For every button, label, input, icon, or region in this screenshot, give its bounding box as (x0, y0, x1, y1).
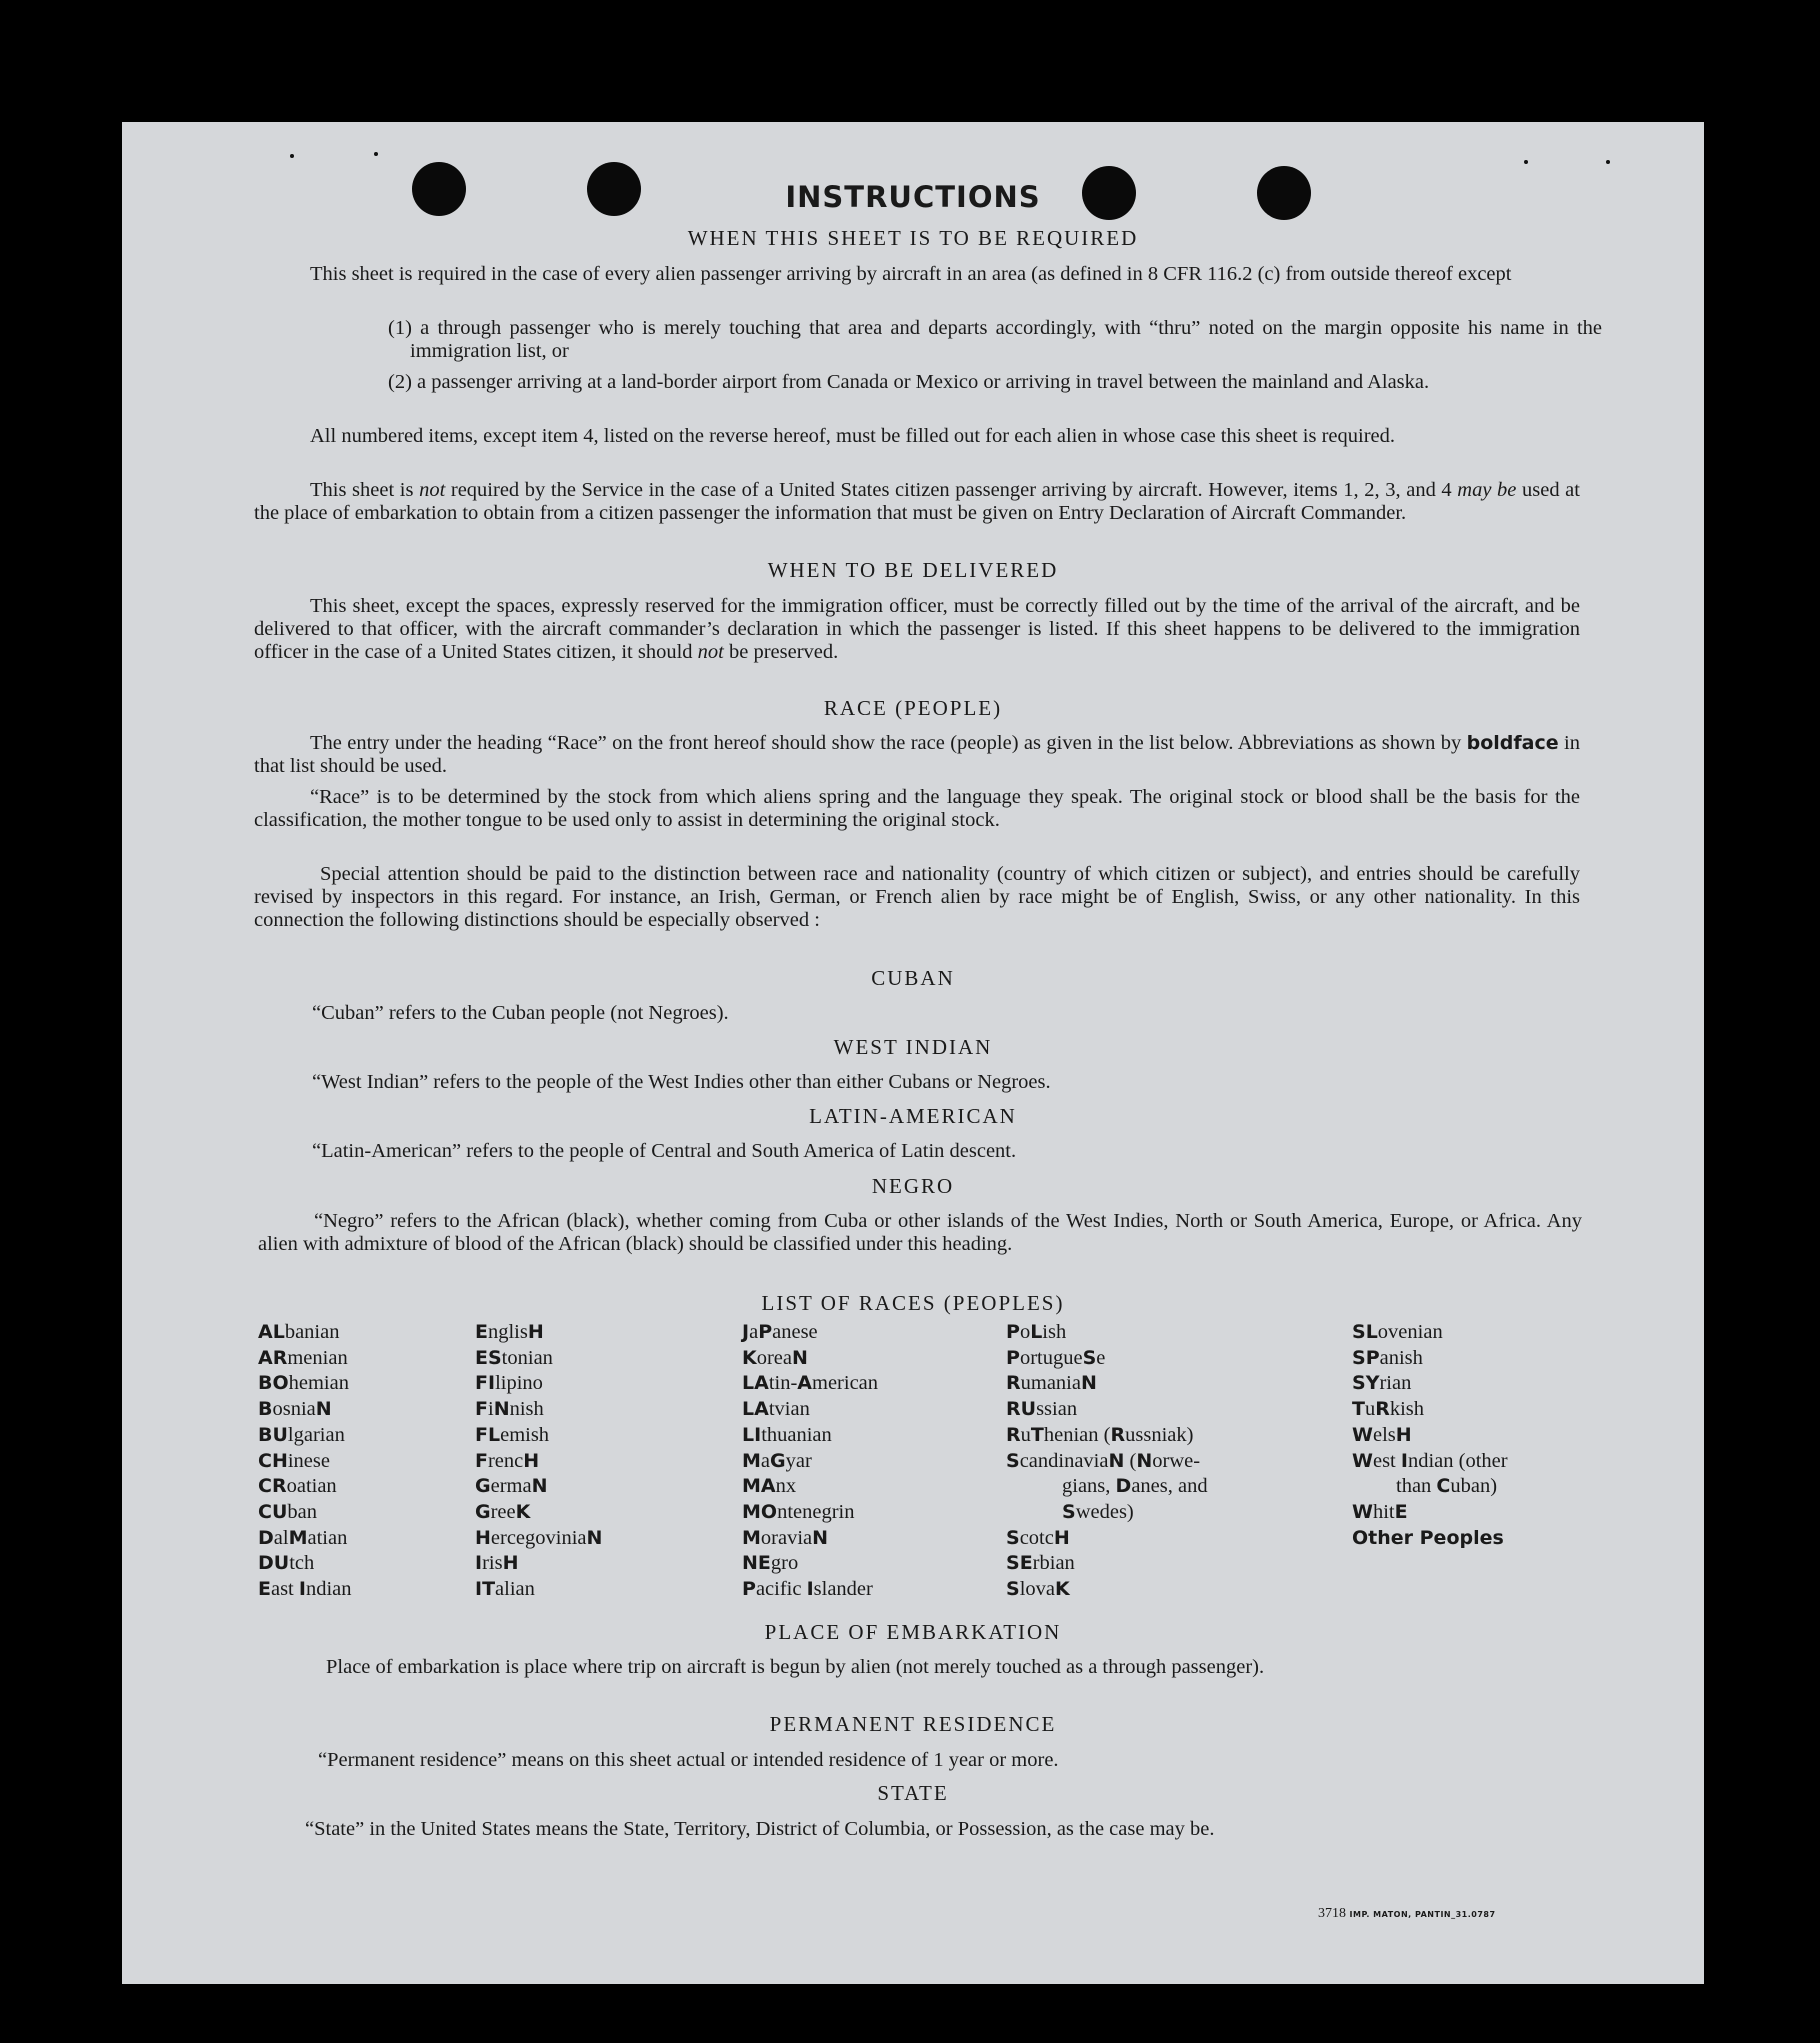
race-item: FLemish (475, 1423, 550, 1446)
race-item: GreeK (475, 1500, 531, 1523)
race-item: West Indian (other (1352, 1449, 1508, 1472)
race-item: CHinese (258, 1449, 330, 1472)
race-item: ARmenian (258, 1346, 348, 1369)
race-item: East Indian (258, 1578, 352, 1601)
race-item: LAtvian (742, 1398, 810, 1421)
race-item: NEgro (742, 1552, 799, 1575)
race-item: EnglisH (475, 1321, 544, 1343)
race-item: Other Peoples (1352, 1526, 1504, 1549)
paragraph-west-indian: “West Indian” refers to the people of the West Indies other than either Cubans or Negroes. (312, 1071, 1051, 1093)
race-item: than Cuban) (1396, 1475, 1498, 1498)
paragraph-delivered: This sheet, except the spaces, expressly reserved for the immigration officer, must be correctly filled out by the time of the arrival of the aircraft, and be delivered to that officer, with the aircraft commander’s declaration in which the passenger is listed. If this sheet happens to be delivered to the immigration officer in the case of a United States citizen, it should not be preserved. (254, 595, 1580, 663)
race-item: TuRkish (1352, 1398, 1425, 1421)
printer-footer (1318, 1906, 1496, 1922)
race-item: Pacific Islander (742, 1578, 873, 1601)
race-item: ALbanian (258, 1321, 340, 1343)
heading-required: WHEN THIS SHEET IS TO BE REQUIRED (687, 226, 1139, 250)
races-column-2 (475, 1320, 602, 1603)
heading-west-indian: WEST INDIAN (833, 1035, 993, 1059)
race-item: EStonian (475, 1346, 553, 1369)
race-item: JaPanese (742, 1321, 818, 1343)
race-item: WelsH (1352, 1423, 1412, 1446)
paragraph-negro: “Negro” refers to the African (black), whether coming from Cuba or other islands of the West Indies, North or South America, Europe, or Africa. Any alien with admixture of blood of the African (black) should be classified under this heading. (258, 1210, 1582, 1255)
races-column-1 (258, 1320, 352, 1603)
race-item: SPanish (1352, 1346, 1423, 1369)
race-item: SlovaK (1006, 1578, 1070, 1601)
race-item: FrencH (475, 1449, 540, 1472)
heading-delivered: WHEN TO BE DELIVERED (767, 558, 1059, 582)
race-item: PoLish (1006, 1321, 1067, 1343)
paragraph-required-item-1: (1) a through passenger who is merely touching that area and departs accordingly, with “thru” noted on the margin opposite his name in the immigration list, or (388, 317, 1602, 362)
race-item: BosniaN (258, 1398, 332, 1421)
printer-imprint: IMP. MATON, PANTIN_31.0787 (1349, 1910, 1496, 1919)
heading-negro: NEGRO (871, 1174, 955, 1198)
race-item: SErbian (1006, 1552, 1075, 1575)
race-item: LAtin-American (742, 1372, 879, 1395)
heading-latin-american: LATIN-AMERICAN (809, 1104, 1017, 1128)
race-item: Swedes) (1062, 1500, 1134, 1523)
paragraph-required-2: All numbered items, except item 4, listed on the reverse hereof, must be filled out for each alien in whose case this sheet is required. (310, 425, 1396, 447)
race-item: DUtch (258, 1552, 315, 1575)
paragraph-race-3: Special attention should be paid to the distinction between race and nationality (country of which citizen or subject), and entries should be carefully revised by inspectors in this regard. For instance, an Irish, German, or French alien by race might be of English, Swiss, or any other nationality. In this connection the following distinctions should be especially observed : (254, 863, 1580, 931)
race-item: MAnx (742, 1475, 797, 1498)
race-item: CUban (258, 1500, 317, 1523)
races-column-5 (1352, 1320, 1508, 1551)
race-item: ScandinaviaN (Norwe- (1006, 1449, 1201, 1472)
race-item: BOhemian (258, 1372, 349, 1395)
page-title: INSTRUCTIONS (785, 180, 1041, 214)
race-item: IrisH (475, 1552, 519, 1575)
heading-race: RACE (PEOPLE) (823, 696, 1003, 720)
race-item: FiNnish (475, 1398, 544, 1421)
race-item: KoreaN (742, 1346, 808, 1369)
paragraph-race-2: “Race” is to be determined by the stock from which aliens spring and the language they speak. The original stock or blood shall be the basis for the classification, the mother tongue to be used only to assist in determining the original stock. (254, 786, 1580, 831)
paragraph-embarkation: Place of embarkation is place where trip on aircraft is begun by alien (not merely touched as a through passenger). (326, 1656, 1265, 1678)
race-item: RuThenian (Russniak) (1006, 1423, 1194, 1446)
race-item: MaGyar (742, 1449, 812, 1472)
race-item: BUlgarian (258, 1423, 345, 1446)
race-item: DalMatian (258, 1526, 348, 1549)
race-item: RUssian (1006, 1398, 1078, 1421)
race-item: MOntenegrin (742, 1500, 855, 1523)
paragraph-permanent-residence: “Permanent residence” means on this sheet actual or intended residence of 1 year or more. (318, 1749, 1059, 1771)
race-item: FIlipino (475, 1372, 543, 1395)
race-item: SLovenian (1352, 1321, 1443, 1343)
race-item: PortugueSe (1006, 1346, 1106, 1369)
race-item: ITalian (475, 1578, 535, 1601)
paragraph-required-item-2: (2) a passenger arriving at a land-border airport from Canada or Mexico or arriving in travel between the mainland and Alaska. (388, 371, 1430, 393)
form-number: 3718 (1318, 1906, 1346, 1921)
heading-list-of-races: LIST OF RACES (PEOPLES) (761, 1291, 1065, 1315)
paragraph-race-1: The entry under the heading “Race” on the front hereof should show the race (people) as given in the list below. Abbreviations as shown by boldface in that list should be used. (254, 732, 1580, 777)
race-item: CRoatian (258, 1475, 337, 1498)
instruction-sheet (122, 122, 1704, 1984)
paragraph-required-3: This sheet is not required by the Service in the case of a United States citizen passenger arriving by aircraft. However, items 1, 2, 3, and 4 may be used at the place of embarkation to obtain from a citizen passenger the information that must be given on Entry Declaration of Aircraft Commander. (254, 479, 1580, 524)
race-item: GermaN (475, 1475, 548, 1498)
race-item: HercegoviniaN (475, 1526, 603, 1549)
heading-cuban: CUBAN (871, 966, 955, 990)
races-column-3 (742, 1320, 878, 1603)
race-item: ScotcH (1006, 1526, 1070, 1549)
races-column-4 (1006, 1320, 1208, 1603)
paragraph-cuban: “Cuban” refers to the Cuban people (not Negroes). (312, 1002, 729, 1024)
paragraph-required-1: This sheet is required in the case of every alien passenger arriving by aircraft in an area (as defined in 8 CFR 116.2 (c) from outside thereof except (310, 263, 1512, 285)
paragraph-latin-american: “Latin-American” refers to the people of Central and South America of Latin descent. (312, 1140, 1017, 1162)
race-item: MoraviaN (742, 1526, 829, 1549)
race-item: gians, Danes, and (1062, 1475, 1208, 1498)
race-item: LIthuanian (742, 1423, 832, 1446)
race-item: WhitE (1352, 1500, 1408, 1523)
heading-state: STATE (877, 1781, 949, 1805)
paragraph-state: “State” in the United States means the State, Territory, District of Columbia, or Possession, as the case may be. (305, 1818, 1215, 1840)
race-item: SYrian (1352, 1372, 1412, 1395)
heading-embarkation: PLACE OF EMBARKATION (764, 1620, 1062, 1644)
heading-permanent-residence: PERMANENT RESIDENCE (769, 1712, 1057, 1736)
race-item: RumaniaN (1006, 1372, 1097, 1395)
